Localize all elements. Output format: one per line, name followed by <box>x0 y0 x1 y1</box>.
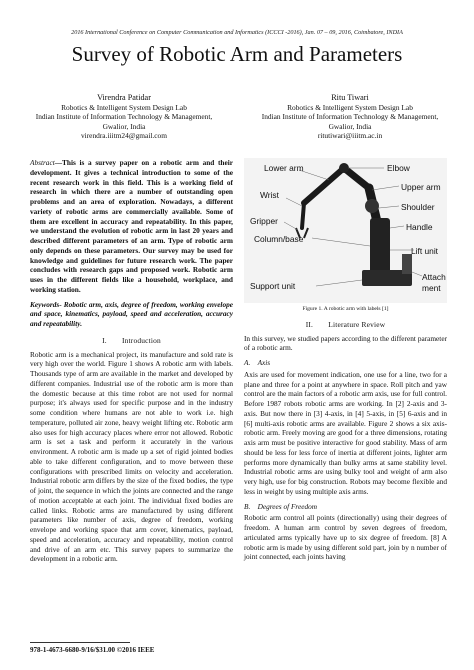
author-location: Gwalior, India <box>102 121 146 131</box>
figure-label-lift-unit: Lift unit <box>411 246 439 256</box>
degrees-of-freedom-text: Robotic arm control all points (directionally) using their degrees of freedom. A human arm control by seven degrees of freedom, articulated arms typically have up to six degree of freedom. [8] A robotic arm is made by using different sold part, join by n number of joint connected, each joints having <box>244 513 447 562</box>
conference-header: 2016 International Conference on Computer Communication and Informatics (ICCCI -2016), Jan. 07 – 09, 2016, Coimbatore, INDIA <box>71 29 403 36</box>
author-affiliation: Robotics & Intelligent System Design Lab <box>61 103 187 112</box>
author-email: virendra.iiitm24@gmail.com <box>80 130 168 140</box>
subsection-heading-degrees-of-freedom: B. Degrees of Freedom <box>244 501 318 511</box>
abstract-text: —This is a survey paper on a robotic arm and their development. It gives a technical introduction to some of the recent research work in this field. This is a working field of research in which there are a number of outstanding open problems and an area of exploration. Nowadays, a different variety of robotic arms are commercially available. Some of them are excellent in accuracy and repeatability. In this paper, we understand the evolution of robotic arm in last 20 years and described different parameters of an arm. Type of robotic arm only depends on these parameters. Our survey may be used for knowledge and guidelines for future research work. The paper concludes with research gaps and proposed work. Robotic arm uses in the different fields like a household, workplace, and working station. <box>30 158 233 294</box>
footer-rule <box>30 642 130 643</box>
right-column <box>244 158 447 562</box>
paper-title: Survey of Robotic Arm and Parameters <box>71 42 403 66</box>
figure-label-attachment-1: Attach <box>422 272 446 282</box>
subsection-heading-axis: A. Axis <box>244 358 271 367</box>
figure-label-upper-arm: Upper arm <box>401 182 441 192</box>
author-name: Virendra Patidar <box>97 93 151 102</box>
author-affiliation: Indian Institute of Information Technology & Management, <box>35 112 213 122</box>
left-column <box>30 158 233 564</box>
figure-label-support-unit: Support unit <box>250 281 296 291</box>
author-name: Ritu Tiwari <box>331 93 369 102</box>
literature-review-text: In this survey, we studied papers according to the different parameter of a robotic arm. <box>244 333 447 353</box>
robotic-arm-illustration <box>244 158 447 303</box>
abstract <box>30 158 233 295</box>
figure-label-wrist: Wrist <box>260 190 279 200</box>
figure-label-gripper: Gripper <box>250 216 278 226</box>
figure-label-column-base: Column/base <box>254 234 304 244</box>
keywords: Keywords- Robotic arm, axis, degree of freedom, working envelope and space, kinematics, payload, speed and acceleration, accuracy and repeatability. <box>30 299 233 328</box>
abstract-label: Abstract <box>30 158 55 167</box>
section-heading-introduction: I. Introduction <box>102 335 161 345</box>
footer-copyright: 978-1-4673-6680-9/16/$31.00 ©2016 IEEE <box>30 646 155 654</box>
figure-label-attachment-2: ment <box>422 283 441 293</box>
section-heading-literature-review: II. Literature Review <box>305 319 386 329</box>
author-affiliation: Indian Institute of Information Technology & Management, <box>261 112 439 122</box>
figure-label-elbow: Elbow <box>387 163 410 173</box>
figure-label-handle: Handle <box>406 222 433 232</box>
figure-label-lower-arm: Lower arm <box>264 163 304 173</box>
figure-caption: Figure 1. A robotic arm with labels [1] <box>302 306 389 312</box>
author-affiliation: Robotics & Intelligent System Design Lab <box>287 103 413 112</box>
axis-text: Axis are used for movement indication, one use for a line, two for a plane and three for a point at anywhere in space. Roll pitch and yaw control are the main factors of a robotic arm axis, use for full control. Before 1987 robots robotic arms are working. In [2] 2-axis and 3-axis. But now there in [3] 4-axis, in [4] 5-axis, in [5] 6-axis and in [6] multi-axis robotic arms are available. Figure 2 shows a six axis- robotic arm. Freely moving are good for a three dimensions, rotating axis arm must be positive interactive for good stability. Mass of arm should be less for less force of inertia at different joints, lighter arm performs more dynamically than bulky arms at same stability level. Industrial robotic arms are using bulky tool and weight of arm also very high, use for big construction. Robots may become flexible and less in weight by using multiple axis arms. <box>244 369 447 496</box>
author-location: Gwalior, India <box>328 121 372 131</box>
introduction-text: Robotic arm is a mechanical project, its manufacture and sold rate is very high over the world. Figure 1 shows A robotic arm with labels. Thousands type of arm are available in the market and developed by different companies. Industrial use of the robotic arm is more than the domestic because at this time robot are not used for normal purpose; it's always used for specific purpose and in the industry some condition where humans are not able to work i.e. high temperature, polluted air zone, heavy weight lifting etc. Robotic arm also uses for high accuracy places where error not allowed. Robotic arm is set a task and perform it accurately in the various environment. A robotic arm is made up a set of rigid jointed bodies able to take different configuration, and to move between these configurations with prescribed limits on velocity and acceleration. Industrial robotic arm differs by the size of the fixed bodies, the type of joint, the sequence in which the joints are connected and the range of motion acceptable at each joint. The individual fixed bodies are called links. Robotic arms are manufactured by using different parameters like number of axis, degree of freedom, working envelope and working space that arm cover, kinematics, payload, speed and acceleration, accuracy and repeatability, motion control and drive of an arm etc. This survey papers to summarize the development in a robotic arm. <box>30 349 233 564</box>
figure-label-shoulder: Shoulder <box>401 202 435 212</box>
author-block-2 <box>245 93 455 140</box>
figure-robotic-arm <box>244 158 447 303</box>
author-block-1 <box>19 93 229 140</box>
author-email: ritutiwari@iiitm.ac.in <box>317 130 383 140</box>
